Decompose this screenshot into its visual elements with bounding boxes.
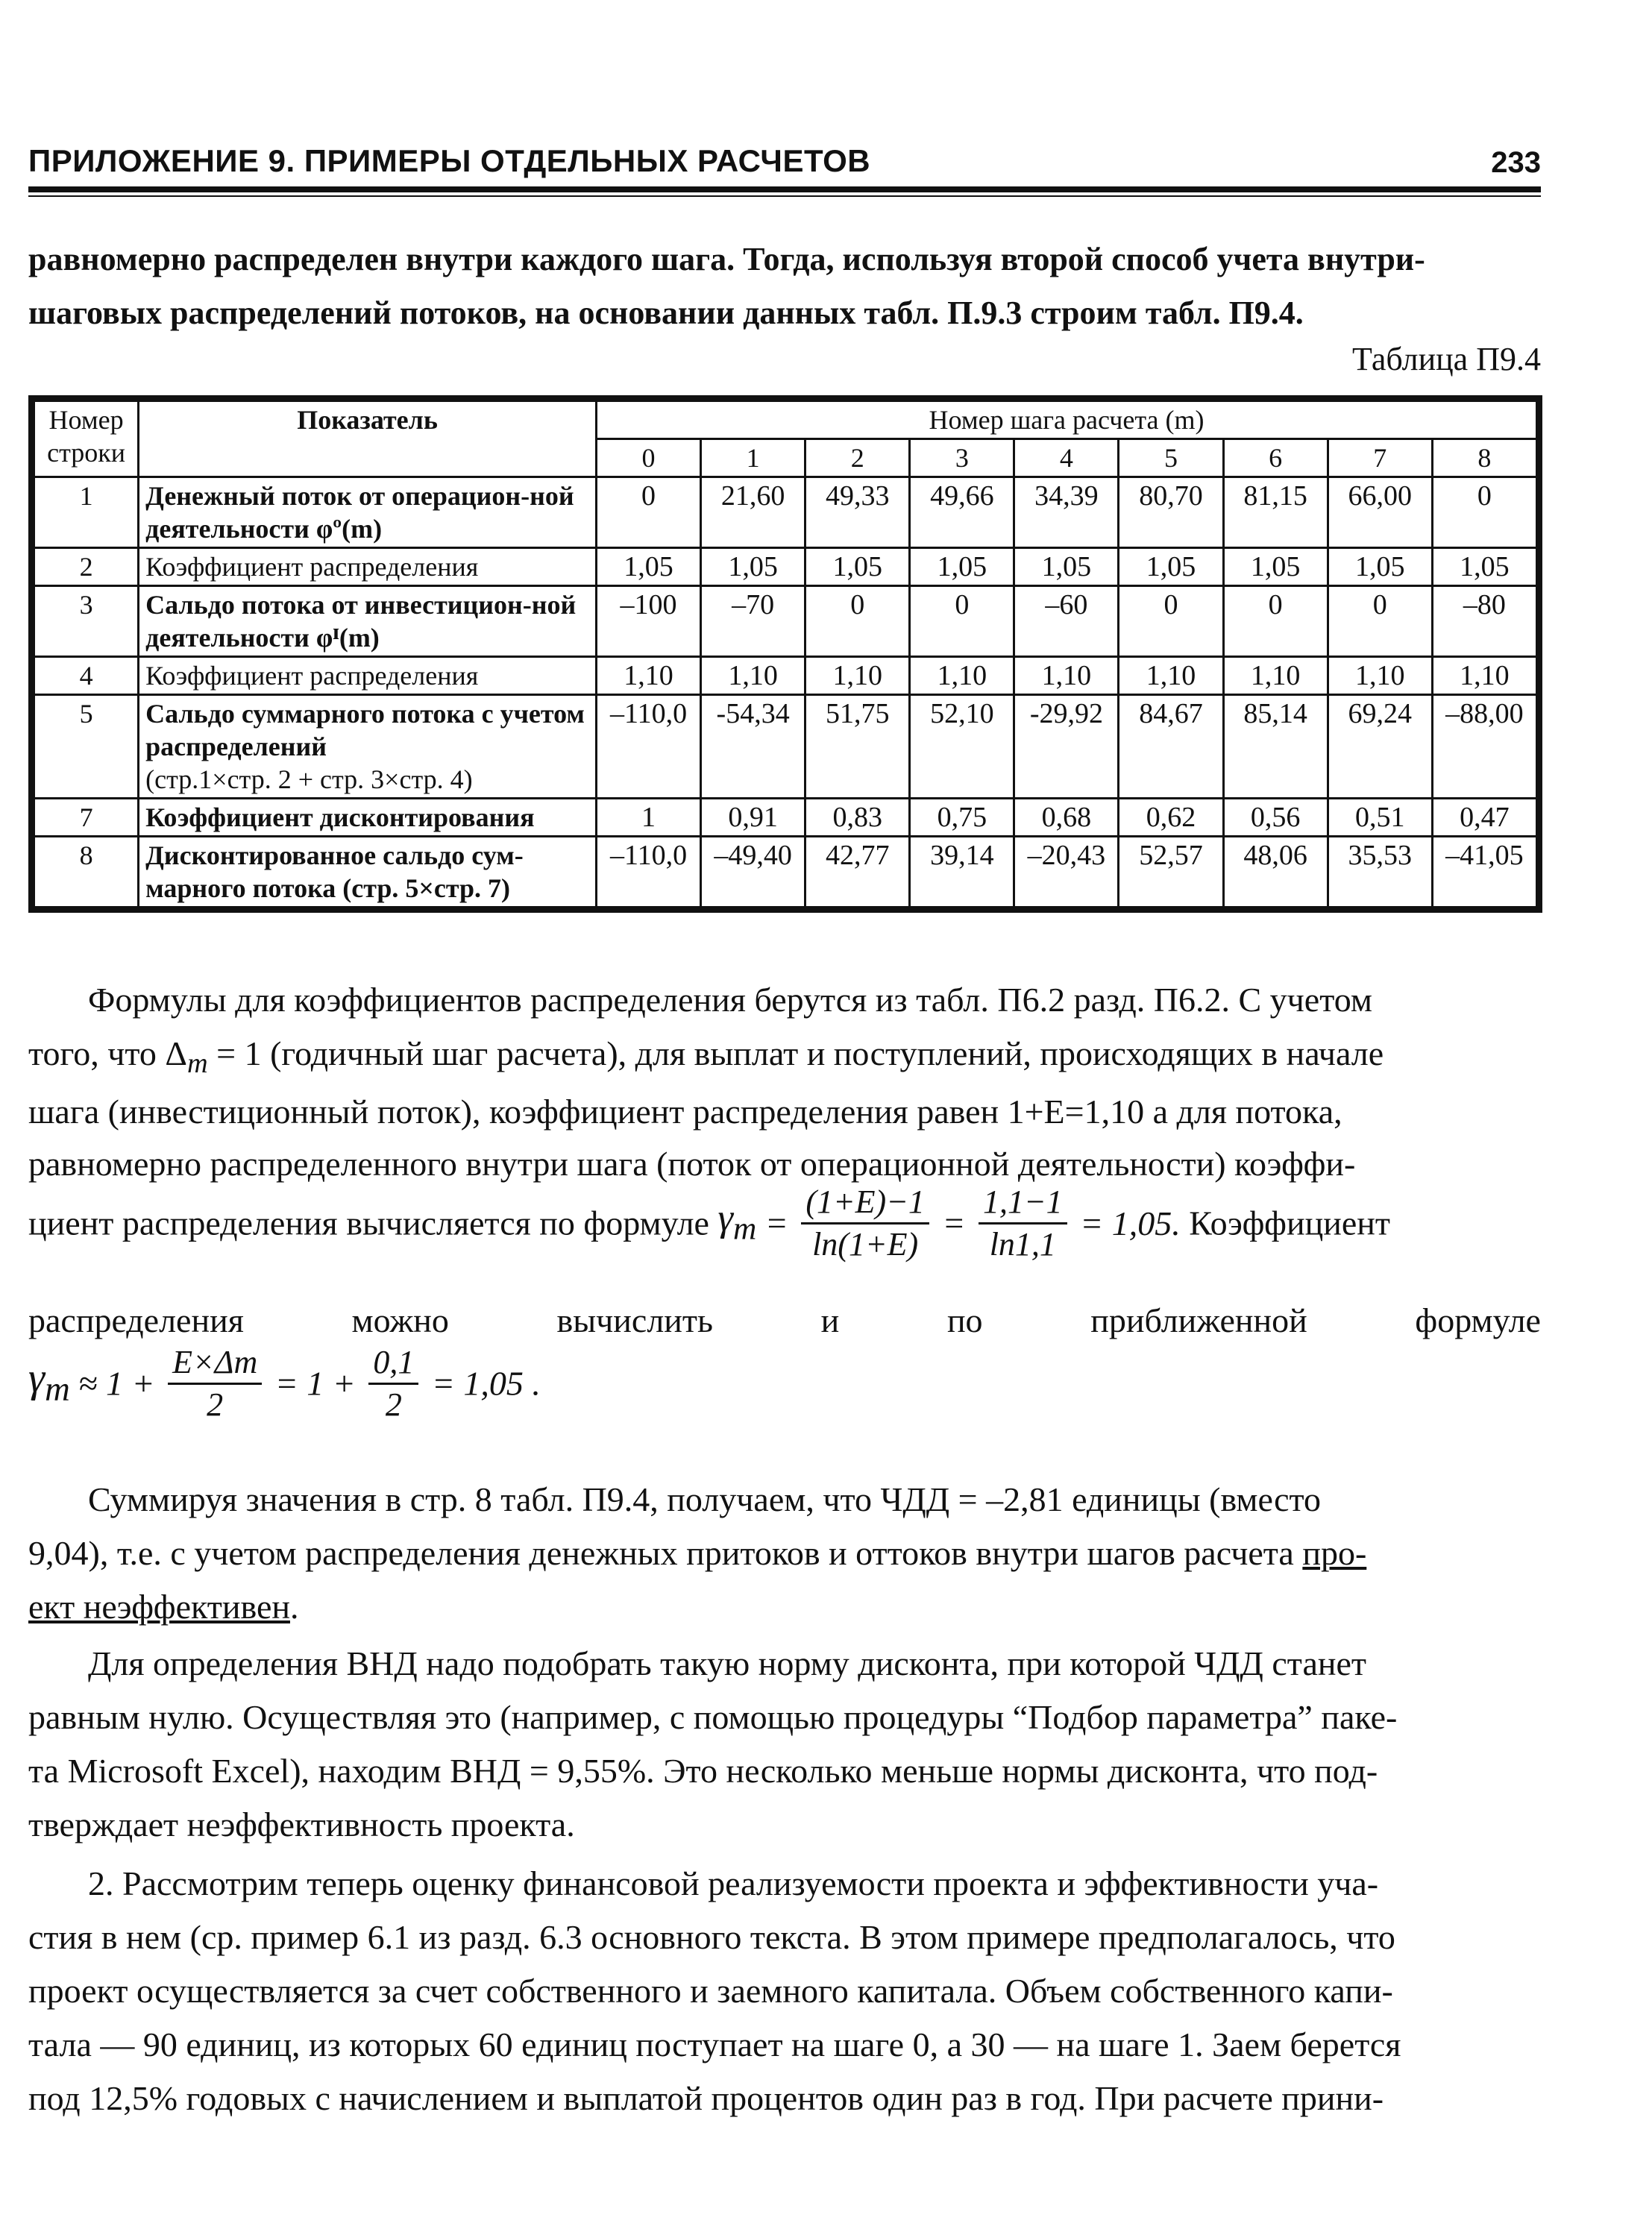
header-indicator: Показатель xyxy=(139,399,597,477)
table-cell: 1 xyxy=(596,799,700,837)
table-cell: 0,68 xyxy=(1014,799,1119,837)
p1-line-2 xyxy=(28,1027,1541,1090)
row-number: 1 xyxy=(32,477,139,548)
table-cell: 1,10 xyxy=(1014,657,1119,695)
table-cell: 42,77 xyxy=(805,837,910,910)
row-indicator-text: Коэффициент распределения xyxy=(145,552,479,582)
approx-fraction-1 xyxy=(168,1342,262,1425)
approx-fraction-1-den: 2 xyxy=(207,1386,224,1423)
irr-paragraph xyxy=(28,1637,1541,1691)
row-number: 2 xyxy=(32,548,139,586)
row-indicator xyxy=(139,657,597,695)
delta-sub: m xyxy=(186,1048,208,1080)
table-cell: 1,05 xyxy=(1223,548,1328,586)
table-cell: –60 xyxy=(1014,586,1119,657)
table-cell: –41,05 xyxy=(1432,837,1539,910)
table-cell: 1,10 xyxy=(1328,657,1432,695)
table-cell: 0 xyxy=(805,586,910,657)
step-header: 6 xyxy=(1223,439,1328,477)
row-indicator-text: Сальдо потока от инвестицион-ной деятельности φᴵ(m) xyxy=(145,590,577,653)
spread-word: по xyxy=(946,1301,983,1339)
table-cell: -29,92 xyxy=(1014,695,1119,799)
p1-line-5a: циент распределения вычисляется по формуле xyxy=(28,1204,709,1242)
p1-line-5 xyxy=(28,1182,1541,1265)
formula-result: = 1,05. xyxy=(1080,1204,1181,1242)
spread-word: вычислить xyxy=(556,1301,713,1339)
spread-words xyxy=(28,1294,1541,1348)
p1-line-3: шага (инвестиционный поток), коэффициент распределения равен 1+E=1,10 а для потока, xyxy=(28,1093,1342,1131)
header-rule-thin xyxy=(28,195,1541,197)
fraction-2 xyxy=(979,1182,1067,1265)
steps-title-text: Номер шага расчета (m) xyxy=(929,405,1205,435)
row-indicator xyxy=(139,799,597,837)
p1-line-1: Формулы для коэффициентов распределения берутся из табл. П6.2 разд. П6.2. С учетом xyxy=(88,981,1372,1019)
table-cell: 0,62 xyxy=(1119,799,1223,837)
table-cell: 51,75 xyxy=(805,695,910,799)
header-title: ПРИЛОЖЕНИЕ 9. ПРИМЕРЫ ОТДЕЛЬНЫХ РАСЧЕТОВ xyxy=(28,143,871,178)
row-indicator xyxy=(139,586,597,657)
p2-line-2 xyxy=(28,1527,1541,1580)
row-number: 8 xyxy=(32,837,139,910)
approx-lhs: ≈ 1 + xyxy=(78,1364,155,1403)
row-number: 5 xyxy=(32,695,139,799)
spread-word: можно xyxy=(351,1301,449,1339)
header-row-number: Номер строки xyxy=(32,399,139,477)
table-cell: 35,53 xyxy=(1328,837,1432,910)
table-cell: 1,05 xyxy=(910,548,1014,586)
equals-2: = xyxy=(942,1204,966,1242)
table-cell: 52,10 xyxy=(910,695,1014,799)
running-header xyxy=(28,140,1541,185)
table-cell: 1,05 xyxy=(701,548,805,586)
p1-line-2c: = 1 (годичный шаг расчета), для выплат и поступлений, происходящих в начале xyxy=(207,1034,1384,1072)
step-header: 3 xyxy=(910,439,1014,477)
p3-line-1: Для определения ВНД надо подобрать такую норму дисконта, при которой ЧДД станет xyxy=(88,1644,1366,1682)
approx-gamma-symbol: γ xyxy=(28,1354,45,1401)
table-cell: 1,10 xyxy=(910,657,1014,695)
p2-line-2b: про- xyxy=(1302,1534,1367,1572)
p3-line-2: равным нулю. Осуществляя это (например, с помощью процедуры “Подбор параметра” паке- xyxy=(28,1698,1398,1736)
table-cell: 1,10 xyxy=(1432,657,1539,695)
table-cell: 49,66 xyxy=(910,477,1014,548)
step-header: 0 xyxy=(596,439,700,477)
table-row xyxy=(32,586,1539,657)
table-cell: –110,0 xyxy=(596,695,700,799)
table-row xyxy=(32,477,1539,548)
table-cell: 81,15 xyxy=(1223,477,1328,548)
table-cell: 1,10 xyxy=(701,657,805,695)
row-indicator-text: Денежный поток от операцион-ной деятельности φº(m) xyxy=(145,481,574,544)
step-header: 8 xyxy=(1432,439,1539,477)
approx-fraction-2-den: 2 xyxy=(385,1386,402,1423)
table-cell: 1,05 xyxy=(596,548,700,586)
step-header: 2 xyxy=(805,439,910,477)
approx-gamma xyxy=(28,1354,70,1409)
formula-paragraph xyxy=(28,973,1541,1027)
table-cell: –80 xyxy=(1432,586,1539,657)
p4-line-3: проект осуществляется за счет собственного и заемного капитала. Объем собственного капи- xyxy=(28,1972,1393,2010)
data-table xyxy=(28,395,1542,913)
table-cell: –20,43 xyxy=(1014,837,1119,910)
table-cell: 0,75 xyxy=(910,799,1014,837)
table-cell: 0 xyxy=(1223,586,1328,657)
row-number: 4 xyxy=(32,657,139,695)
gamma-symbol: γ xyxy=(717,1196,733,1239)
table-cell: 0,91 xyxy=(701,799,805,837)
step-header: 7 xyxy=(1328,439,1432,477)
table-caption: Таблица П9.4 xyxy=(1352,341,1541,377)
row-indicator-text: Коэффициент распределения xyxy=(145,661,479,691)
p2-line-3b: . xyxy=(289,1588,299,1626)
approx-formula xyxy=(28,1342,1541,1425)
page-number: 233 xyxy=(1491,146,1541,179)
step-header: 1 xyxy=(701,439,805,477)
table-cell: 0 xyxy=(910,586,1014,657)
p2-line-3a: ект неэффективен xyxy=(28,1588,290,1626)
table-cell: 84,67 xyxy=(1119,695,1223,799)
p1-line-4: равномерно распределенного внутри шага (поток от операционной деятельности) коэффи- xyxy=(28,1145,1356,1183)
fraction-2-num: 1,1−1 xyxy=(979,1182,1067,1225)
table-cell: 0 xyxy=(1328,586,1432,657)
fraction-1 xyxy=(801,1182,929,1265)
table-cell: 1,05 xyxy=(1328,548,1432,586)
table-cell: -54,34 xyxy=(701,695,805,799)
p1-line-5b: Коэффициент xyxy=(1189,1204,1390,1242)
table-cell: 21,60 xyxy=(701,477,805,548)
header-steps-title xyxy=(596,399,1539,439)
step-header: 5 xyxy=(1119,439,1223,477)
table-cell: –100 xyxy=(596,586,700,657)
gamma-formula xyxy=(717,1198,756,1248)
fraction-1-den: ln(1+E) xyxy=(812,1226,919,1263)
p4-line-5: под 12,5% годовых с начислением и выплатой процентов один раз в год. При расчете прини- xyxy=(28,2079,1384,2117)
ndv-paragraph xyxy=(28,1473,1541,1527)
table-cell: 0,83 xyxy=(805,799,910,837)
table-cell: 1,05 xyxy=(1014,548,1119,586)
table-cell: 1,05 xyxy=(805,548,910,586)
approx-fraction-2 xyxy=(368,1342,418,1425)
row-indicator-text: Коэффициент дисконтирования xyxy=(145,802,535,832)
table-cell: 1,10 xyxy=(805,657,910,695)
p4-line-4: тала — 90 единиц, из которых 60 единиц поступает на шаге 0, а 30 — на шаге 1. Заем берется xyxy=(28,2025,1401,2063)
p2-line-2a: 9,04), т.е. с учетом распределения денежных притоков и оттоков внутри шагов расчета xyxy=(28,1534,1294,1572)
table-cell: 1,10 xyxy=(1119,657,1223,695)
approx-mid: = 1 + xyxy=(274,1364,356,1403)
table-row xyxy=(32,799,1539,837)
table-cell: 1,05 xyxy=(1432,548,1539,586)
approx-gamma-sub: m xyxy=(45,1370,70,1409)
intro-line-2: шаговых распределений потоков, на основании данных табл. П.9.3 строим табл. П9.4. xyxy=(28,295,1304,331)
approx-result: = 1,05 . xyxy=(431,1364,541,1403)
row-indicator xyxy=(139,695,597,799)
fraction-2-den: ln1,1 xyxy=(989,1226,1056,1263)
gamma-sub: m xyxy=(732,1210,757,1247)
table-cell: 1,10 xyxy=(596,657,700,695)
intro-paragraph xyxy=(28,233,1541,340)
row-indicator-text: Дисконтированное сальдо сум-марного потока (стр. 5×стр. 7) xyxy=(145,840,524,903)
row-number: 3 xyxy=(32,586,139,657)
equals-1: = xyxy=(764,1204,788,1242)
table-cell: –110,0 xyxy=(596,837,700,910)
table-row xyxy=(32,657,1539,695)
p4-line-1: 2. Рассмотрим теперь оценку финансовой реализуемости проекта и эффективности уча- xyxy=(88,1864,1379,1902)
approx-fraction-1-num: E×Δm xyxy=(168,1342,262,1385)
table-cell: 1,10 xyxy=(1223,657,1328,695)
intro-line-1: равномерно распределен внутри каждого шага. Тогда, используя второй способ учета внутри- xyxy=(28,241,1425,277)
table-cell: –88,00 xyxy=(1432,695,1539,799)
row-number: 7 xyxy=(32,799,139,837)
table-cell: 66,00 xyxy=(1328,477,1432,548)
p1-line-2a: того, что Δ xyxy=(28,1034,187,1072)
row-indicator-extra: (стр.1×стр. 2 + стр. 3×стр. 4) xyxy=(145,764,473,794)
table-row xyxy=(32,548,1539,586)
table-cell: 0,56 xyxy=(1223,799,1328,837)
table-cell: 0,51 xyxy=(1328,799,1432,837)
p1-line-6 xyxy=(28,1294,1541,1348)
table-cell: 0,47 xyxy=(1432,799,1539,837)
table-header-row xyxy=(32,399,1539,439)
table-cell: –70 xyxy=(701,586,805,657)
table-cell: 69,24 xyxy=(1328,695,1432,799)
row-indicator-text: Сальдо суммарного потока с учетом распределений xyxy=(145,699,585,761)
p3-line-3: та Microsoft Excel), находим ВНД = 9,55%. Это несколько меньше нормы дисконта, что под- xyxy=(28,1752,1378,1790)
p3-line-4: тверждает неэффективность проекта. xyxy=(28,1805,575,1843)
table-cell: 39,14 xyxy=(910,837,1014,910)
step-header: 4 xyxy=(1014,439,1119,477)
table-row xyxy=(32,695,1539,799)
table-cell: 0 xyxy=(596,477,700,548)
fraction-1-num: (1+E)−1 xyxy=(801,1182,929,1225)
table-cell: 0 xyxy=(1119,586,1223,657)
spread-word: формуле xyxy=(1415,1301,1541,1339)
table-cell: 85,14 xyxy=(1223,695,1328,799)
spread-word: приближенной xyxy=(1090,1301,1307,1339)
row-indicator xyxy=(139,837,597,910)
row-indicator xyxy=(139,548,597,586)
p2-line-1: Суммируя значения в стр. 8 табл. П9.4, получаем, что ЧДД = –2,81 единицы (вместо xyxy=(88,1480,1321,1518)
table-row xyxy=(32,837,1539,910)
table-cell: 34,39 xyxy=(1014,477,1119,548)
table-cell: 49,33 xyxy=(805,477,910,548)
spread-word: распределения xyxy=(28,1301,244,1339)
p4-line-2: стия в нем (ср. пример 6.1 из разд. 6.3 основного текста. В этом примере предполагалось, что xyxy=(28,1918,1395,1956)
table-cell: 1,05 xyxy=(1119,548,1223,586)
p2-line-3 xyxy=(28,1580,1541,1634)
row-indicator xyxy=(139,477,597,548)
feasibility-paragraph xyxy=(28,1857,1541,1911)
approx-fraction-2-num: 0,1 xyxy=(368,1342,418,1385)
header-rule xyxy=(28,186,1541,192)
table-cell: 80,70 xyxy=(1119,477,1223,548)
table-body xyxy=(32,477,1539,910)
table-cell: 52,57 xyxy=(1119,837,1223,910)
table-cell: 48,06 xyxy=(1223,837,1328,910)
table-cell: –49,40 xyxy=(701,837,805,910)
table-cell: 0 xyxy=(1432,477,1539,548)
spread-word: и xyxy=(820,1301,840,1339)
